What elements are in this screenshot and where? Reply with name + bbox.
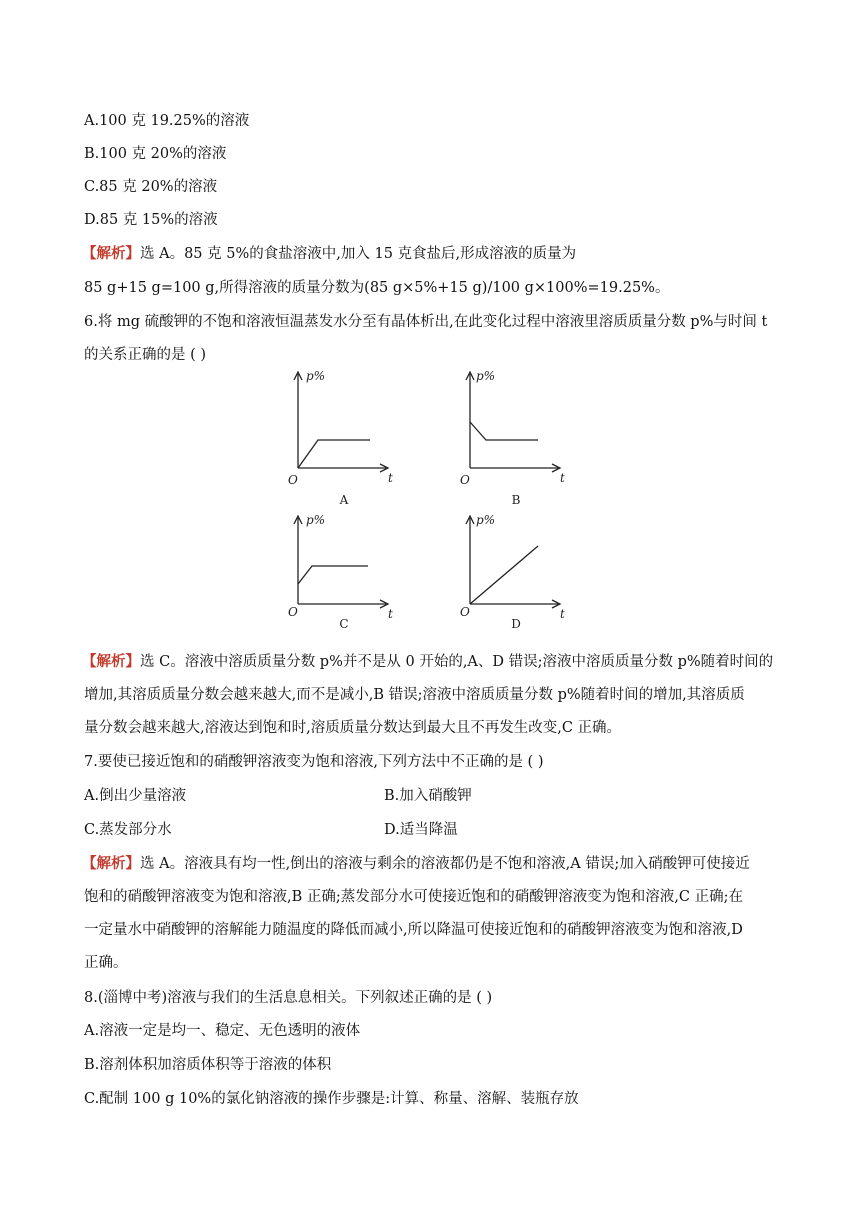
q7-analysis-text-1: 选 A。溶液具有均一性,倒出的溶液与剩余的溶液都仍是不饱和溶液,A 错误;加入硝酸钾可使接近 (140, 856, 750, 872)
graph-a-label: A (339, 493, 349, 507)
graph-d-x-label: t (560, 607, 565, 621)
graph-d-origin: O (460, 605, 470, 619)
graph-c-y-label: p% (306, 513, 326, 527)
graph-c-origin: O (288, 605, 298, 619)
graph-a-origin: O (288, 473, 298, 487)
q6-analysis-text-1: 选 C。溶液中溶质质量分数 p%并不是从 0 开始的,A、D 错误;溶液中溶质质量分数 p%随着时间的 (140, 654, 774, 670)
graph-d-y-label: p% (476, 513, 496, 527)
q5-analysis-text-1: 选 A。85 克 5%的食盐溶液中,加入 15 克食盐后,形成溶液的质量为 (140, 246, 577, 262)
q7-analysis-line-1 (82, 854, 750, 874)
q7-analysis-line-4: 正确。 (84, 955, 128, 971)
graph-d-curve (470, 546, 538, 604)
graph-a-x-label: t (388, 471, 393, 485)
q5-option-d: D.85 克 15%的溶液 (84, 212, 218, 228)
q8-stem: 8.(淄博中考)溶液与我们的生活息息相关。下列叙述正确的是 ( ) (84, 990, 493, 1006)
q6-analysis-line-2: 增加,其溶质质量分数会越来越大,而不是减小,B 错误;溶液中溶质质量分数 p%随着时间的增加,其溶质质 (84, 687, 745, 703)
q5-option-c: C.85 克 20%的溶液 (84, 179, 218, 195)
graph-c-curve (298, 566, 368, 584)
q6-analysis-line-1 (82, 652, 773, 672)
graph-a (286, 368, 396, 512)
graph-b-curve (470, 422, 538, 440)
q7-option-a: A.倒出少量溶液 (84, 788, 187, 804)
graph-a-curve (298, 440, 370, 468)
q7-analysis-line-3: 一定量水中硝酸钾的溶解能力随温度的降低而减小,所以降温可使接近饱和的硝酸钾溶液变为饱和溶液,D (84, 922, 743, 938)
graph-b-x-label: t (560, 471, 565, 485)
analysis-tag: 【解析】 (82, 855, 140, 872)
q6-stem-line-1: 6.将 mg 硫酸钾的不饱和溶液恒温蒸发水分至有晶体析出,在此变化过程中溶液里溶质质量分数 p%与时间 t (84, 314, 768, 330)
q6-stem-line-2: 的关系正确的是 ( ) (84, 347, 207, 363)
q5-analysis-line-1 (82, 244, 576, 264)
q7-option-b: B.加入硝酸钾 (384, 788, 472, 804)
graph-b-origin: O (460, 473, 470, 487)
analysis-tag: 【解析】 (82, 653, 140, 670)
graph-b-label: B (511, 493, 521, 507)
q5-analysis-line-2: 85 g+15 g=100 g,所得溶液的质量分数为(85 g×5%+15 g)/100 g×100%=19.25%。 (84, 280, 670, 296)
q6-analysis-line-3: 量分数会越来越大,溶液达到饱和时,溶质质量分数达到最大且不再发生改变,C 正确。 (84, 720, 622, 736)
q8-option-a: A.溶液一定是均一、稳定、无色透明的液体 (84, 1023, 361, 1039)
analysis-tag: 【解析】 (82, 245, 140, 262)
q7-analysis-line-2: 饱和的硝酸钾溶液变为饱和溶液,B 正确;蒸发部分水可使接近饱和的硝酸钾溶液变为饱和溶液,C 正确;在 (84, 889, 743, 905)
q5-option-b: B.100 克 20%的溶液 (84, 146, 227, 162)
graph-d-label: D (511, 617, 521, 631)
graph-c (286, 512, 396, 656)
q7-option-d: D.适当降温 (384, 822, 458, 838)
graph-c-x-label: t (388, 607, 393, 621)
q5-option-a: A.100 克 19.25%的溶液 (84, 113, 250, 129)
graph-c-label: C (339, 617, 349, 631)
q7-stem: 7.要使已接近饱和的硝酸钾溶液变为饱和溶液,下列方法中不正确的是 ( ) (84, 754, 544, 770)
graph-a-y-label: p% (306, 369, 326, 383)
q8-option-c: C.配制 100 g 10%的氯化钠溶液的操作步骤是:计算、称量、溶解、装瓶存放 (84, 1091, 579, 1107)
graph-b-y-label: p% (476, 369, 496, 383)
q7-option-c: C.蒸发部分水 (84, 822, 172, 838)
graph-b (458, 368, 568, 512)
graph-d (458, 512, 568, 656)
q8-option-b: B.溶剂体积加溶质体积等于溶液的体积 (84, 1057, 332, 1073)
